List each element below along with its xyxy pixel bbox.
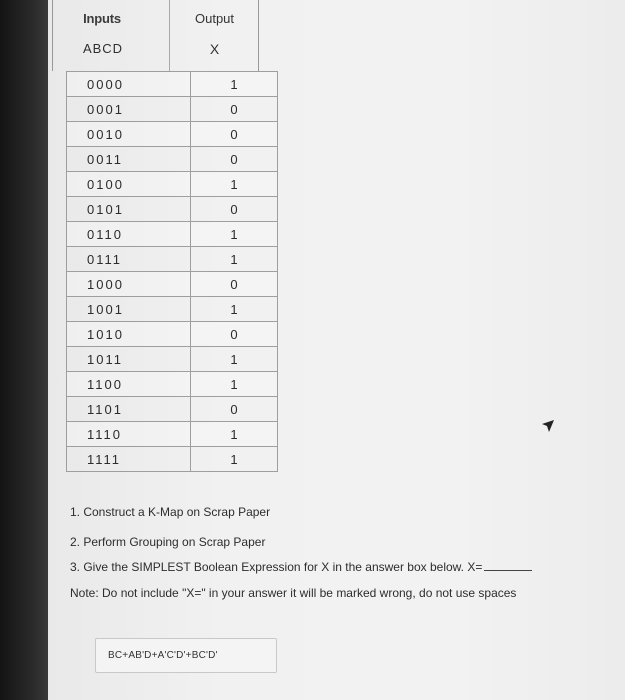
output-cell: 1 <box>191 447 278 472</box>
inputs-subheader: ABCD <box>82 41 124 56</box>
output-cell: 1 <box>191 222 278 247</box>
input-cell: 1111 <box>67 447 191 472</box>
table-row <box>67 247 278 272</box>
table-row <box>67 372 278 397</box>
output-cell: 1 <box>191 72 278 97</box>
output-cell: 0 <box>191 397 278 422</box>
instruction-step-1: 1. Construct a K-Map on Scrap Paper <box>70 505 271 519</box>
answer-blank-line <box>484 560 532 571</box>
screen-edge <box>0 0 48 700</box>
table-row <box>67 447 278 472</box>
input-cell: 1100 <box>67 372 191 397</box>
output-cell: 1 <box>191 247 278 272</box>
table-row <box>67 222 278 247</box>
instruction-step-2: 2. Perform Grouping on Scrap Paper <box>70 535 266 549</box>
input-cell: 0110 <box>67 222 191 247</box>
table-row <box>67 197 278 222</box>
answer-value[interactable]: BC+AB'D+A'C'D'+BC'D' <box>108 650 218 661</box>
instruction-note: Note: Do not include "X=" in your answer it will be marked wrong, do not use spaces <box>70 586 517 600</box>
output-cell: 0 <box>191 197 278 222</box>
header-column-divider <box>169 0 170 71</box>
output-cell: 1 <box>191 347 278 372</box>
output-cell: 1 <box>191 422 278 447</box>
table-row <box>67 347 278 372</box>
truth-table <box>66 71 278 472</box>
table-row <box>67 272 278 297</box>
input-cell: 0111 <box>67 247 191 272</box>
input-cell: 0101 <box>67 197 191 222</box>
instruction-step-3-text: 3. Give the SIMPLEST Boolean Expression for X in the answer box below. X= <box>70 560 483 574</box>
input-cell: 1010 <box>67 322 191 347</box>
input-cell: 1001 <box>67 297 191 322</box>
table-row <box>67 97 278 122</box>
input-cell: 1110 <box>67 422 191 447</box>
output-cell: 1 <box>191 172 278 197</box>
input-cell: 0010 <box>67 122 191 147</box>
output-cell: 0 <box>191 322 278 347</box>
output-cell: 0 <box>191 147 278 172</box>
input-cell: 0000 <box>67 72 191 97</box>
table-row <box>67 397 278 422</box>
instruction-step-3 <box>70 560 532 574</box>
output-cell: 0 <box>191 272 278 297</box>
input-cell: 1000 <box>67 272 191 297</box>
output-cell: 1 <box>191 372 278 397</box>
output-cell: 0 <box>191 97 278 122</box>
answer-input-box[interactable] <box>95 638 277 673</box>
output-subheader: X <box>209 41 220 57</box>
table-row <box>67 297 278 322</box>
table-row <box>67 72 278 97</box>
table-row <box>67 122 278 147</box>
table-row <box>67 147 278 172</box>
table-row <box>67 422 278 447</box>
table-row <box>67 322 278 347</box>
input-cell: 0001 <box>67 97 191 122</box>
output-cell: 0 <box>191 122 278 147</box>
output-header: Output <box>194 11 235 26</box>
input-cell: 1011 <box>67 347 191 372</box>
inputs-header: Inputs <box>83 11 121 26</box>
input-cell: 1101 <box>67 397 191 422</box>
mouse-pointer-icon <box>541 419 555 433</box>
table-row <box>67 172 278 197</box>
input-cell: 0011 <box>67 147 191 172</box>
output-cell: 1 <box>191 297 278 322</box>
input-cell: 0100 <box>67 172 191 197</box>
